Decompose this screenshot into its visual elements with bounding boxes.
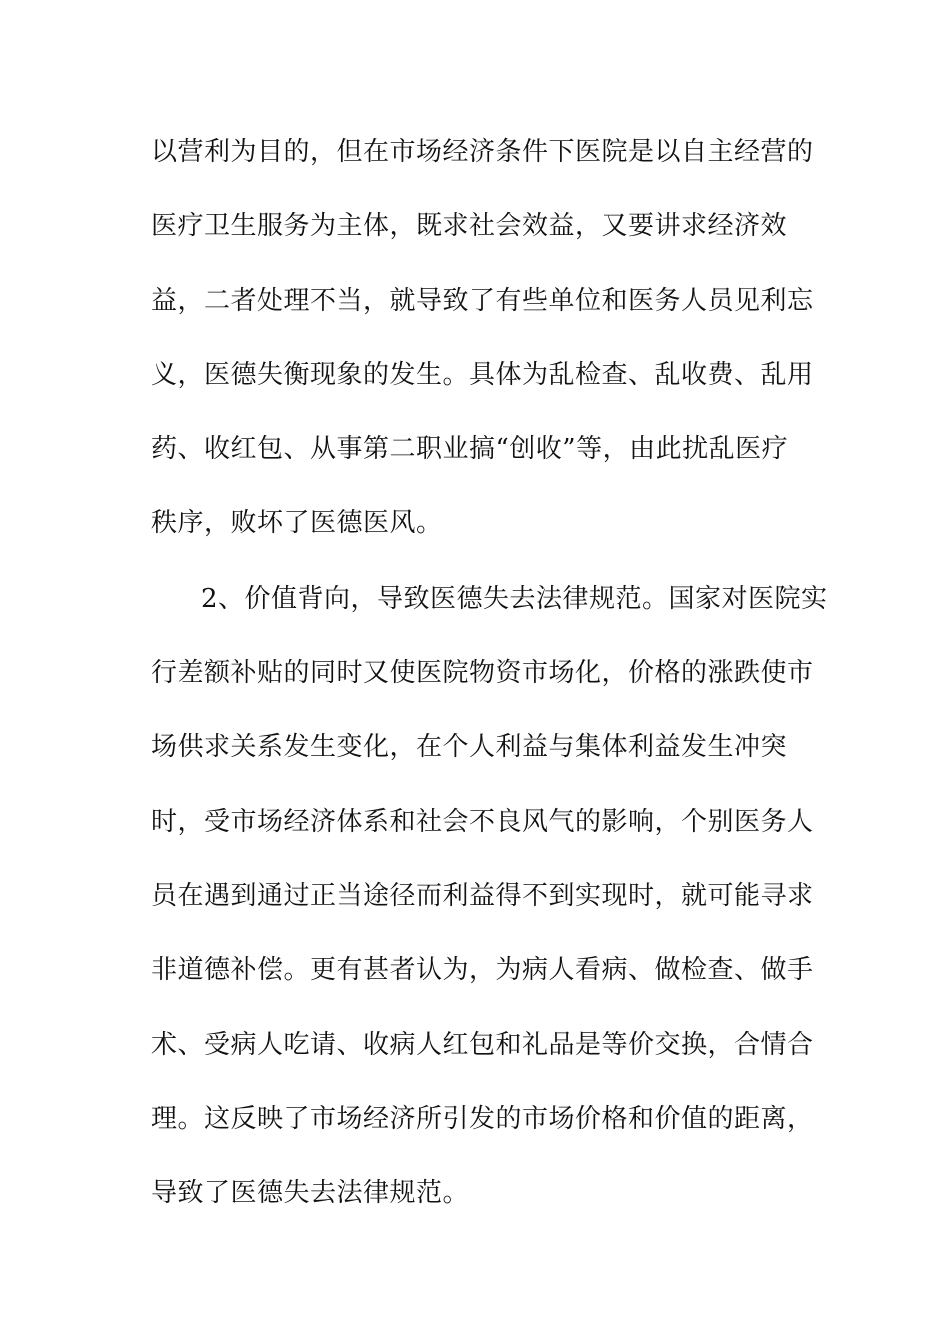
paragraph-1-line-5: 药、收红包、从事第二职业搞“创收”等，由此扰乱医疗 <box>151 434 789 464</box>
paragraph-1-line-6: 秩序，败坏了医德医风。 <box>151 508 443 538</box>
paragraph-2-line-3: 场供求关系发生变化，在个人利益与集体利益发生冲突 <box>151 732 788 762</box>
paragraph-2-line-7: 术、受病人吃请、收病人红包和礼品是等价交换，合情合 <box>151 1030 814 1060</box>
paragraph-2-line-9: 导致了医德失去法律规范。 <box>151 1178 470 1208</box>
paragraph-1-line-3: 益，二者处理不当，就导致了有些单位和医务人员见利忘 <box>151 286 814 316</box>
paragraph-2-line-8: 理。这反映了市场经济所引发的市场价格和价值的距离， <box>151 1104 814 1134</box>
paragraph-1-line-1: 以营利为目的，但在市场经济条件下医院是以自主经营的 <box>151 137 814 167</box>
paragraph-2-line-1: 2、价值背向，导致医德失去法律规范。国家对医院实 <box>201 584 828 614</box>
paragraph-2-line-2: 行差额补贴的同时又使医院物资市场化，价格的涨跌使市 <box>151 658 814 688</box>
paragraph-2-line-4: 时，受市场经济体系和社会不良风气的影响，个别医务人 <box>151 807 814 837</box>
paragraph-2-line-5: 员在遇到通过正当途径而利益得不到实现时，就可能寻求 <box>151 881 814 911</box>
paragraph-1-line-4: 义，医德失衡现象的发生。具体为乱检查、乱收费、乱用 <box>151 360 814 390</box>
paragraph-1-line-2: 医疗卫生服务为主体，既求社会效益，又要讲求经济效 <box>151 211 788 241</box>
paragraph-2-line-6: 非道德补偿。更有甚者认为，为病人看病、做检查、做手 <box>151 955 814 985</box>
